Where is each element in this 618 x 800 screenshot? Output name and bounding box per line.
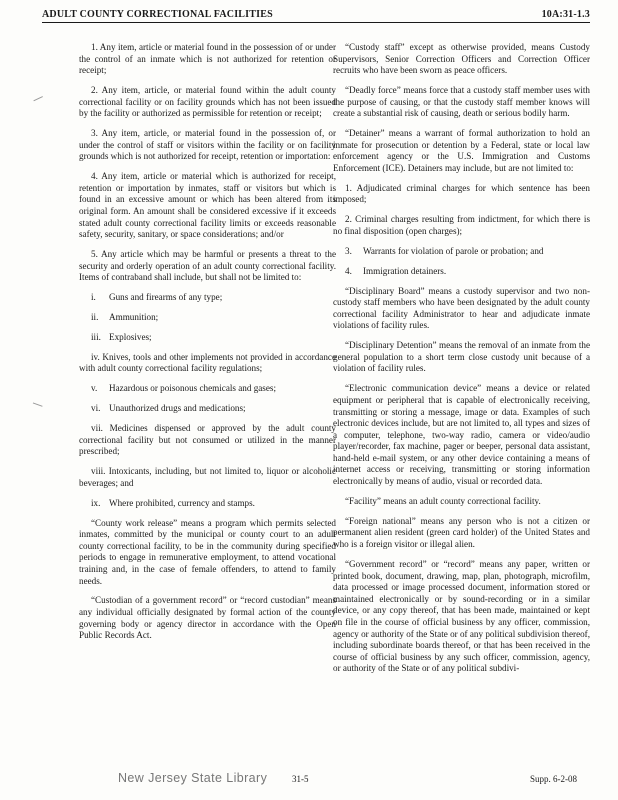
list-item xyxy=(79,332,336,344)
paragraph: 1. Any item, article or material found in the possession of or under the control of an inmate which is not authorized for retention or receipt; xyxy=(79,42,336,76)
list-item xyxy=(79,292,336,304)
list-item-number: vi. xyxy=(91,403,101,414)
paragraph: “Facility” means an adult county correctional facility. xyxy=(345,495,541,506)
list-item xyxy=(79,383,336,395)
paragraph: “Detainer” means a warrant of formal authorization to hold an inmate for prosecution or detention by a Federal, state or local law enforcement agency or the U.S. Immigration and Customs Enforcement (ICE). Detainers may include, but are not limited to: xyxy=(333,128,590,173)
list-item-number: v. xyxy=(91,383,98,394)
left-column xyxy=(79,42,336,650)
header-section-number: 10A:31-1.3 xyxy=(541,9,590,20)
list-item xyxy=(333,246,590,258)
paragraph: “Electronic communication device” means a device or related equipment or peripheral that is capable of electronically receiving, transmitting or storing a message, image or data. Examples of such electronic devices include, but are not limited to, all types and sizes of a computer, telephone, two-way radio, camera or video/audio player/recorder, fax machine, pager or beeper, personal data assistant, hand-held e-mail system, or any other device containing a means of internet access or receiving, transmitting or storing information electronically by means of audio, visual or recorded data. xyxy=(333,383,590,487)
paragraph: “Disciplinary Detention” means the removal of an inmate from the general population to a short term close custody unit because of a violation of facility rules. xyxy=(333,340,590,374)
header-title: ADULT COUNTY CORRECTIONAL FACILITIES xyxy=(42,9,273,20)
paragraph: 2. Criminal charges resulting from indictment, for which there is no final disposition (open charges); xyxy=(333,214,590,236)
paragraph: vii. Medicines dispensed or approved by the adult county correctional facility but not consumed or utilized in the manner prescribed; xyxy=(79,423,336,457)
list-item-text: Immigration detainers. xyxy=(363,265,447,276)
page-footer xyxy=(0,772,618,788)
list-item xyxy=(79,312,336,324)
list-item-number: ix. xyxy=(91,497,101,508)
paragraph: 5. Any article which may be harmful or presents a threat to the security and orderly operation of an adult county correctional facility. Items of contraband shall include, but shall not be limited to: xyxy=(79,249,336,283)
list-item-text: Ammunition; xyxy=(109,312,159,323)
list-item-text: Hazardous or poisonous chemicals and gases; xyxy=(109,383,276,394)
library-watermark: New Jersey State Library xyxy=(118,771,268,785)
paragraph: “Government record” or “record” means any paper, written or printed book, document, drawing, map, plan, photograph, microfilm, data processed or image processed document, information stored or maintained electronically or by sound-recording or in a similar device, or any copy thereof, that has been made, maintained or kept on file in the course of official business by any officer, commission, agency or authority of the State or of any political subdivision thereof, including subordinate boards thereof, or that has been received in the course of official business by any such officer, commission, agency, or authority of the State or of any political subdivi- xyxy=(333,558,590,674)
list-item-number: 4. xyxy=(345,265,352,276)
list-item xyxy=(79,403,336,415)
paragraph: “Foreign national” means any person who is not a citizen or permanent alien resident (green card holder) of the United States and who is a foreign visitor or illegal alien. xyxy=(333,515,590,550)
paragraph: “Custodian of a government record” or “record custodian” means any individual officially designated by formal action of the county governing body or agency director in accordance with the Open Public Records Act. xyxy=(79,595,336,641)
paragraph: viii. Intoxicants, including, but not limited to, liquor or alcoholic beverages; and xyxy=(79,466,336,488)
paragraph: “Custody staff” except as otherwise provided, means Custody Supervisors, Senior Correction Officers and Correction Officer recruits who have been sworn as peace officers. xyxy=(333,42,590,76)
paragraph: 2. Any item, article, or material found within the adult county correctional facility or on facility grounds which has not been issued by the facility or authorized as permissible for retention or receipt; xyxy=(79,85,336,119)
margin-mark xyxy=(31,402,42,410)
supplement-date: Supp. 6-2-08 xyxy=(530,774,577,784)
margin-mark xyxy=(33,96,44,105)
page-number: 31-5 xyxy=(292,774,309,784)
list-item-text: Explosives; xyxy=(109,331,152,342)
running-header xyxy=(42,8,590,23)
list-item xyxy=(333,266,590,278)
paragraph: 4. Any item, article or material which is authorized for receipt, retention or importation by inmates, staff or visitors but which is found in an excessive amount or which has been altered from its original form. An amount shall be considered excessive if it exceeds stated adult county correctional facility limits or exceeds reasonable safety, security, sanitary, or space considerations; and/or xyxy=(79,171,336,240)
paragraph: “County work release” means a program which permits selected inmates, committed by the municipal or county court to an adult county correctional facility, to be in the community during specified periods to engage in remunerative employment, to attend vocational training and, in the case of female offenders, to attend to family needs. xyxy=(79,517,336,586)
paragraph: 3. Any item, article, or material found in the possession of, or under the control of staff or visitors within the facility or on facility grounds which is not authorized for receipt, retention or importation: xyxy=(79,128,336,162)
list-item-number: 3. xyxy=(345,245,352,256)
list-item-text: Unauthorized drugs and medications; xyxy=(109,403,246,414)
paragraph: iv. Knives, tools and other implements not provided in accordance with adult county correctional facility regulations; xyxy=(79,351,336,374)
paragraph: “Deadly force” means force that a custody staff member uses with the purpose of causing, or that the custody staff member knows will create a substantial risk of causing, death or serious bodily harm. xyxy=(333,85,590,119)
list-item-number: ii. xyxy=(91,312,99,323)
list-item-number: iii. xyxy=(91,331,101,342)
paragraph: “Disciplinary Board” means a custody supervisor and two non-custody staff members who have been designated by the adult county correctional facility Administrator to hear and adjudicate inmate violations of facility rules. xyxy=(333,285,590,331)
list-item-text: Guns and firearms of any type; xyxy=(109,292,223,303)
list-item-text: Warrants for violation of parole or probation; and xyxy=(363,245,544,256)
list-item-text: Where prohibited, currency and stamps. xyxy=(109,497,255,508)
right-column xyxy=(333,42,590,683)
list-item-number: i. xyxy=(91,292,96,303)
list-item xyxy=(79,498,336,510)
paragraph: 1. Adjudicated criminal charges for which sentence has been imposed; xyxy=(333,182,590,205)
